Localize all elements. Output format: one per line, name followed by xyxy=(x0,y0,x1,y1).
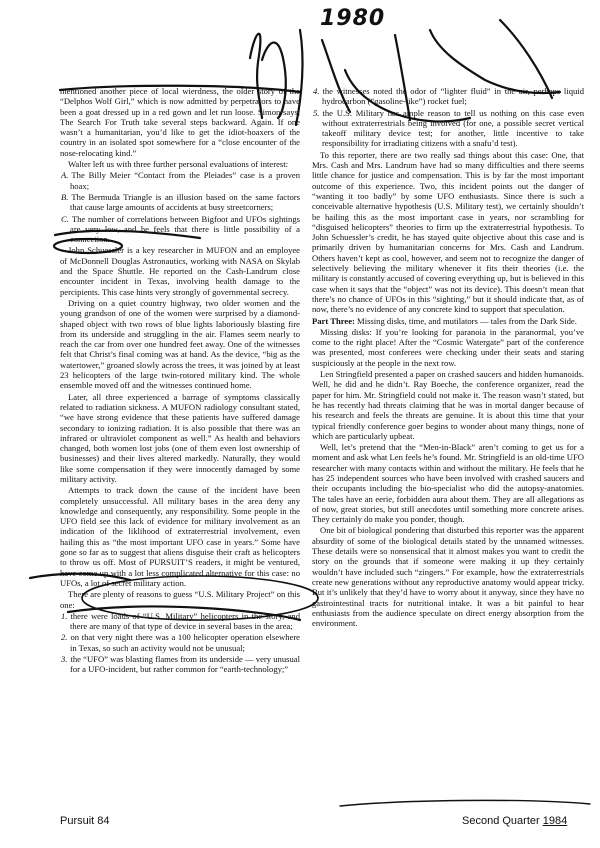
list-item: 4. the witnesses noted the odor of “lighter fluid” in the air, perhaps liquid hydrocarbon (“gasoline-like”) rocket fuel; xyxy=(313,86,584,107)
paragraph: Well, let’s pretend that the “Men-in-Black” aren’t coming to get us for a moment and ask what Len feels he’s found. Mr. Stringfield is an old-time UFO researcher with many contacts within and without the military. He feels that he has 25 independent sources who have been involved with crashed saucers and their occupants including the bio-specialist who did the autopsy-anatomies. The tales have an eerie, forbidden aura about them. They are all allegations as of now, great stories, but still anecdotes until something more concrete arises. They certainly do make you ponder, though. xyxy=(312,442,584,525)
paragraph: John Schuessler is a key researcher in MUFON and an employee of McDonnell Douglas Astronautics, working with NASA on Skylab and the Space Shuttle. He reported on the Cash-Landrum close encounter incident in Texas, involving health damage to the percipients. This case hints very strongly of governmental secrecy. xyxy=(60,245,300,297)
left-column xyxy=(60,86,300,676)
list-item: C. The number of correlations between Bigfoot and UFOs sightings are very low, and he feels that there is little possibility of a connection. xyxy=(61,213,300,245)
page-footer-left: Pursuit 84 xyxy=(60,815,110,827)
section-heading xyxy=(312,316,584,326)
paragraph: Walter left us with three further personal evaluations of interest: xyxy=(68,159,289,170)
list-item: 3. the “UFO” was blasting flames from its underside — very unusual for a UFO-incident, but rather common for “earth-technology;” xyxy=(61,654,300,675)
paragraph: mentioned another piece of local wierdness, the older story of the “Delphos Wolf Girl,” which is now admitted by perpetrators to have been a goat dressed up in a red gown and let run loose. Simon says, The Search For Truth take several steps backward. Again. If one wasn’t a humanitarian, you’d like to get the idiot-hoaxers of the country in an isolated spot somewhere for a “close encounter of the nose-relocating kind.” xyxy=(60,86,300,158)
paragraph: Attempts to track down the cause of the incident have been completely unsuccessful. All military bases in the area deny any knowledge and consequently, any responsibility. Some people in the UFO field see this lack of evidence for military involvement as an indication of the liklihood of extraterrestrial involvement, even hailing this as “the most important UFO case in years.” Some have gone so far as to suggest that aliens disguise their craft as helicopters to throw us off. Most of PURSUIT’S readers, it might be ventured, have come up with a lot less complicated alternative for this case: no UFOs, a lot of secret military action. xyxy=(60,485,300,588)
paragraph: One bit of biological pondering that disturbed this reporter was the apparent absurdity of some of the biological details stated by the unnamed witnesses. These details were so nonsensical that it almost makes you want to credit the story on the grounds that if someone were making it up they certainly wouldn’t have included such “zingers.” For example, how the extraterrestrials create new generations without any reproductive anatomy would appear tricky. But it’s unlikely that they’d have to worry about it anyway, since they have no gastrointestinal tracts for nutritional intake. It was a bit painful to hear enthusiasts from the audience speculate on direct energy absorption from the environment. xyxy=(312,525,584,629)
page-footer-right: Second Quarter 1984 xyxy=(462,815,568,827)
paragraph: There are plenty of reasons to guess “U.S. Military Project” on this one: xyxy=(60,589,300,610)
paragraph: Len Stringfield presented a paper on crashed saucers and hidden humanoids. Well, he did and he didn’t. Ray Boeche, the conference organizer, read the paper for him. Mr. Stringfield could not make it. The reason wasn’t stated, but he has recently had threats claiming that he was in mortal danger because of his research and feels the threats are genuine. It is about this time that your typical friendly conference goer begins to wonder about many things, none of which are particularly upbeat. xyxy=(312,369,584,441)
right-column xyxy=(312,86,584,629)
list-item: 1. there were loads of “U.S. Military” helicopters in the story, and there are many of that type of device in several bases in the area; xyxy=(61,610,300,632)
list-item: B. The Bermuda Triangle is an illusion based on the same factors that cause large amounts of accidents at busy streetcorners; xyxy=(61,191,300,213)
part-heading: Part Three: xyxy=(312,315,355,326)
list-item: A. The Billy Meier “Contact from the Pleiades” case is a proven hoax; xyxy=(61,170,300,191)
paragraph: Missing disks: If you’re looking for paranoia in the paranormal, you’ve come to the right place! After the “Cosmic Watergate” part of the conference was presented, most conferees were checking under their seats and staring suspiciously at the people in the next row. xyxy=(312,326,584,368)
part-heading-text: Missing disks, time, and mutilators — tales from the Dark Side. xyxy=(357,315,577,326)
list-item: 2. on that very night there was a 100 helicopter operation elsewhere in Texas, so such an activity would not be unusual; xyxy=(61,632,300,653)
list-item: 5. the U.S. Military has ample reason to tell us nothing on this case even without extraterrestrials being involved (for one, a possible secret vertical takeoff military device test; for another, little incentive to take responsibility for irradiating citizens with a snafu’d test). xyxy=(313,107,584,149)
footer-year: 1984 xyxy=(542,815,568,827)
paragraph: Later, all three experienced a barrage of symptoms classically related to radiation sickness. A MUFON radiology consultant stated, “we have strong evidence that these patients have suffered damage secondary to ionizing radiation. It is also possible that there was an infrared or ultraviolet component as well.” As health and behaviors changed, both women lost jobs (one of them even lost ownership of businesses) and their lives altered markedly. Naturally, they would like some compensation if they were innocently damaged by some military activity. xyxy=(60,391,300,484)
paragraph: To this reporter, there are two really sad things about this case: One, that Mrs. Cash and Mrs. Landrum have had so many difficulties and there seems little chance for justice and compensation. This is by far the most important outcome of this experience. Two, this incident points out the danger of “wanting it too badly” by some UFO enthusiasts. Since there is such a conceivable alternative hypothesis (U.S. Military test), we certainly shouldn’t be hailing this as the most important case in years, nor scrambling for “disguised helicopters” theories to firm up the extraterrestrial hypothesis. To John Schuessler’s credit, he has stayed quite objective about this case and is primarily driven by humanitarian concerns for Mrs. Cash and Landrum. Others haven’t kept as cool, however, and seem not to recognize the danger of selectively believing the military whenever it fits their theories (i.e. the military is constantly accused of covering everything up, but is believed in this case when it says that the “object” was not its device). This doesn’t mean that there’s no chance of UFOs in this “sighting,” but it should indicate that, as of now, there’s no evidence of any concrete kind to support that speculation. xyxy=(312,149,584,315)
paragraph: Driving on a quiet country highway, two older women and the young grandson of one of the women were surprised by a diamond-shaped object with two rows of blue lights laboriously blasting fire from its underside and struggling in the air. Flames seem nearly to reach the car from over one hundred feet away. One of the witnesses felt that Christ’s final coming was at hand. As the device, “big as the watertower,” groaned slowly across the trees, it was joined by at least 23 helicopters of the large twin-rotored military kind. The whole ensemble moved off and the witnesses continued home. xyxy=(60,297,300,391)
handwritten-year: 1980 xyxy=(320,6,386,31)
